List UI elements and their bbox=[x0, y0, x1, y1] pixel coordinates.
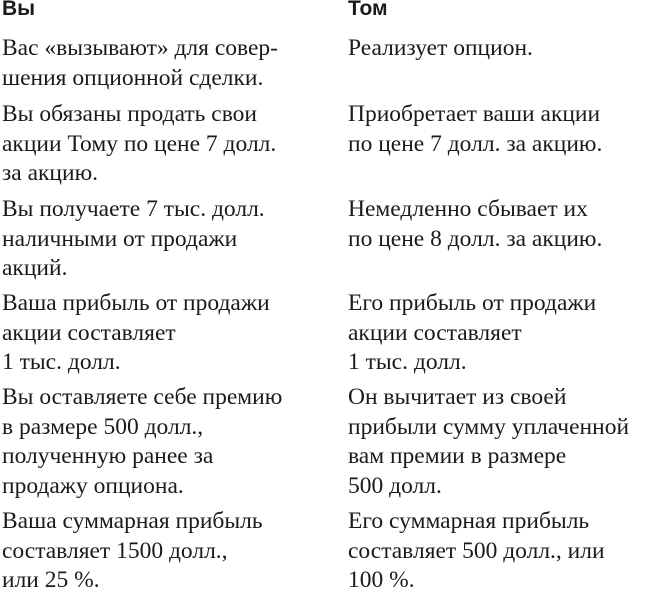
cell-you: Вы получаете 7 тыс. долл. наличными от продажи акций. bbox=[2, 196, 265, 281]
cell-tom: Приобретает ваши акции по цене 7 долл. за акцию. bbox=[348, 101, 603, 157]
cell-you: Ваша суммарная прибыль составляет 1500 долл., или 25 %. bbox=[2, 508, 263, 593]
cell-tom: Его прибыль от продажи акции составляет 1 тыс. долл. bbox=[348, 290, 597, 375]
cell-tom: Немедленно сбывает их по цене 8 долл. за акцию. bbox=[348, 196, 603, 252]
cell-tom: Его суммарная прибыль составляет 500 долл., или 100 %. bbox=[348, 508, 605, 593]
cell-you: Ваша прибыль от продажи акции составляет 1 тыс. долл. bbox=[2, 290, 270, 375]
cell-you: Вас «вызывают» для совер- шения опционной сделки. bbox=[2, 35, 278, 91]
header-tom: Том bbox=[348, 0, 388, 20]
cell-you: Вы обязаны продать свои акции Тому по цене 7 долл. за акцию. bbox=[2, 101, 277, 186]
table-header bbox=[0, 0, 659, 30]
cell-tom: Он вычитает из своей прибыли сумму уплаченной вам премии в размере 500 долл. bbox=[348, 384, 630, 499]
header-you: Вы bbox=[2, 0, 36, 20]
cell-tom: Реализует опцион. bbox=[348, 35, 533, 61]
cell-you: Вы оставляете себе премию в размере 500 долл., полученную ранее за продажу опциона. bbox=[2, 384, 283, 499]
